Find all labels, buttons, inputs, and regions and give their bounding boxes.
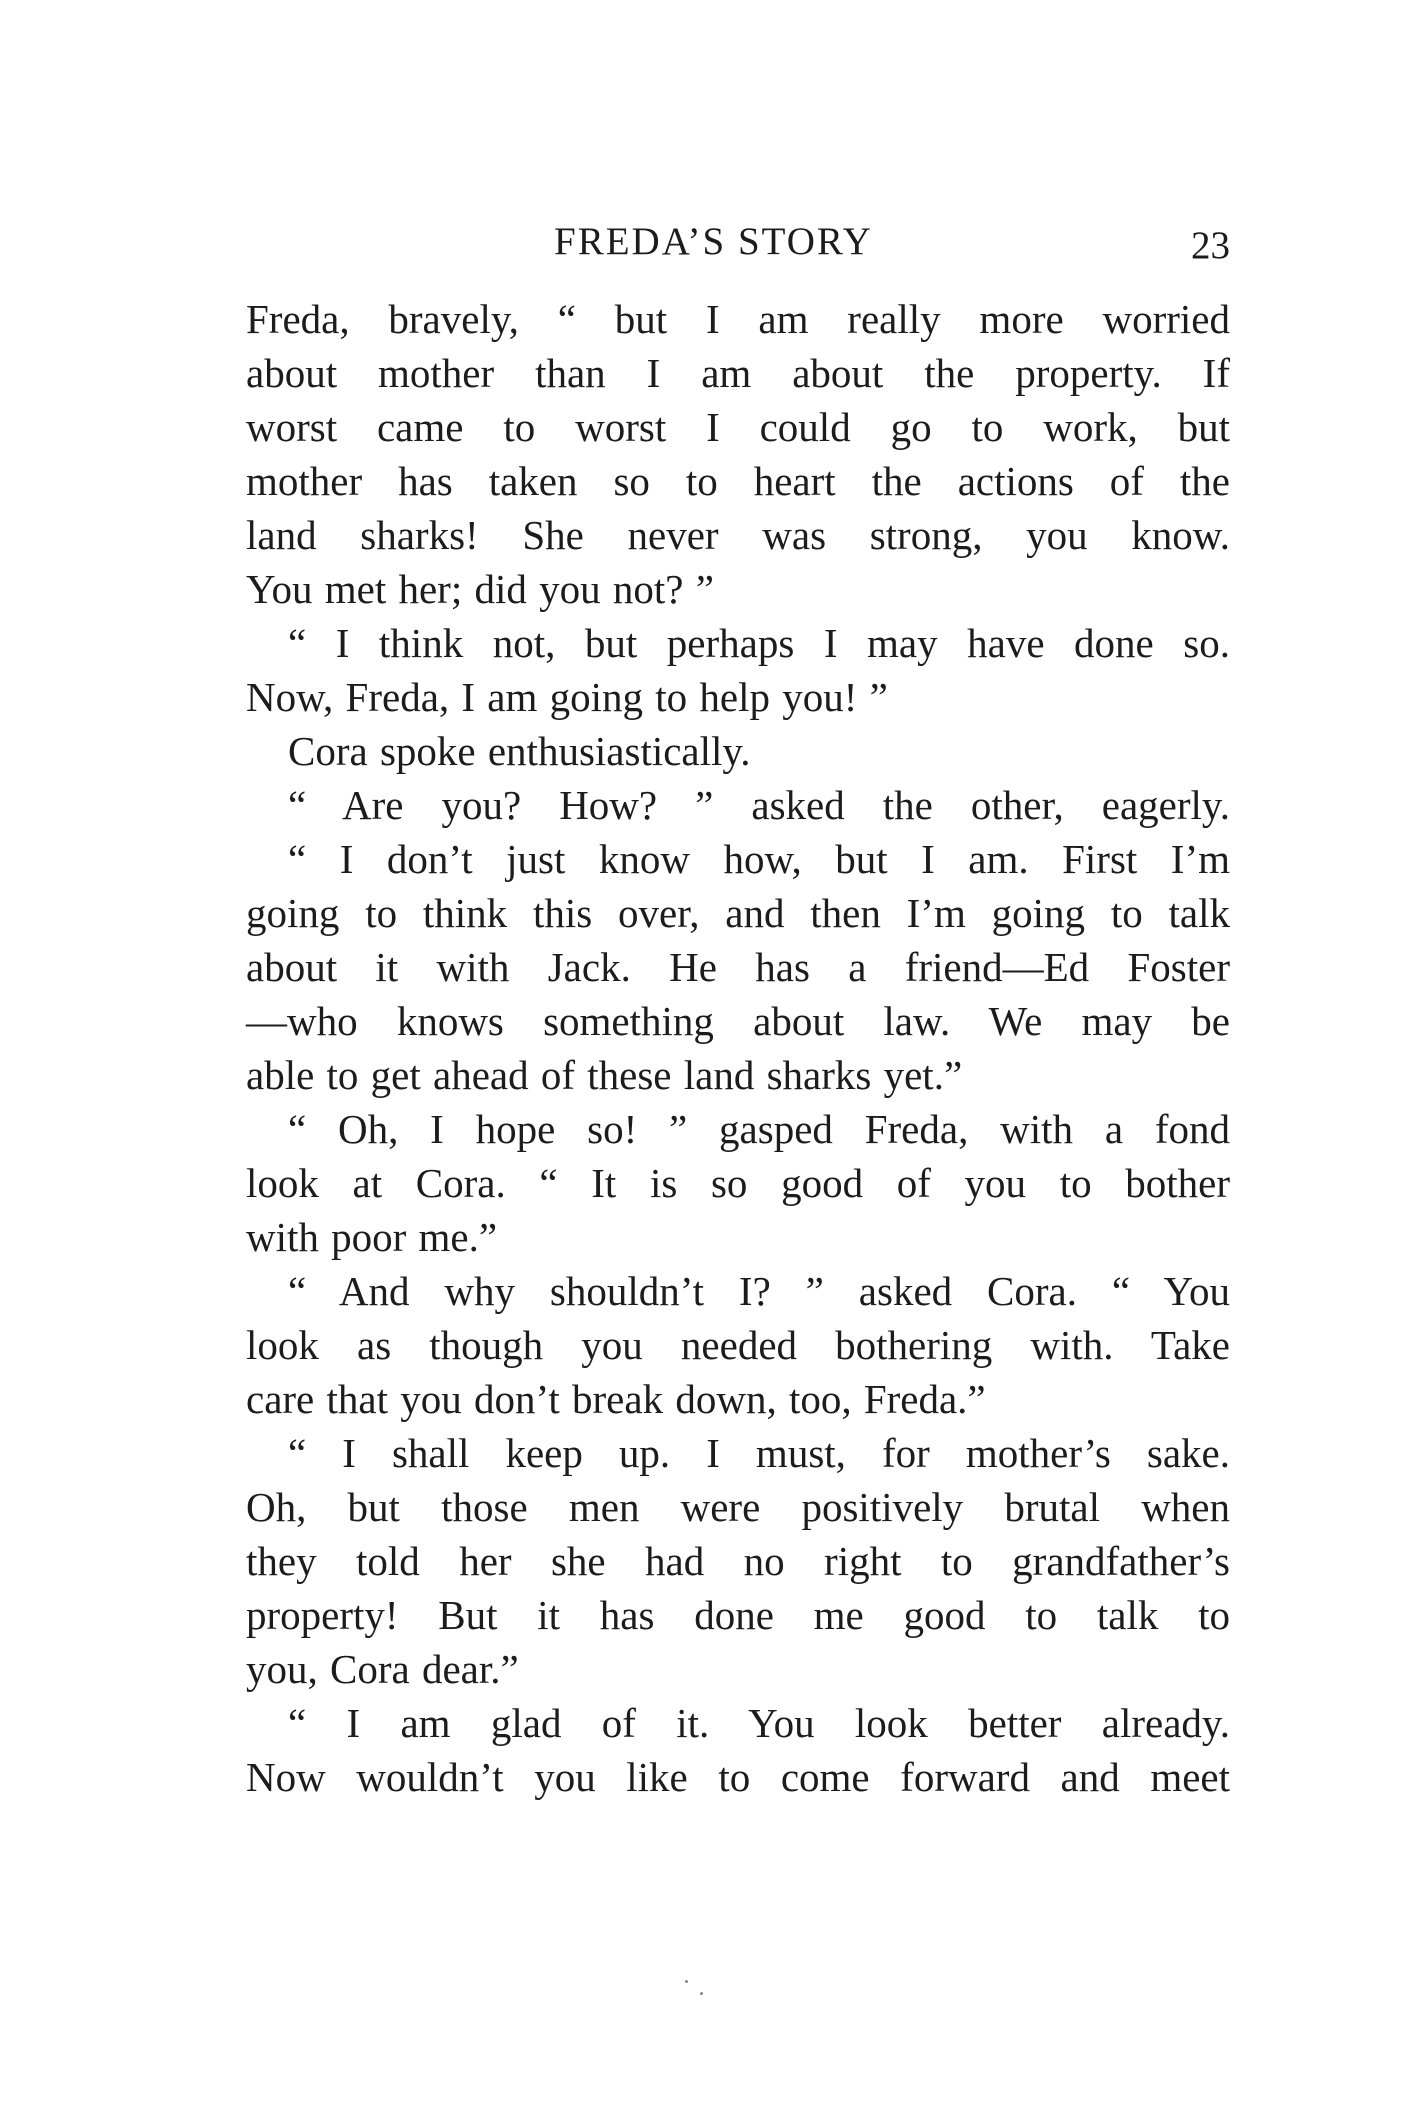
text-line: worst came to worst I could go to work, but: [246, 404, 1230, 450]
text-line: mother has taken so to heart the actions of the: [246, 458, 1230, 504]
paragraph-first-line: Cora spoke enthusiastically.: [288, 728, 751, 774]
text-line: care that you don’t break down, too, Freda.”: [246, 1376, 986, 1422]
text-line: Now, Freda, I am going to help you! ”: [246, 674, 888, 720]
text-line: about mother than I am about the property. If: [246, 350, 1230, 396]
text-line: able to get ahead of these land sharks yet.”: [246, 1052, 963, 1098]
text-line: you, Cora dear.”: [246, 1646, 519, 1692]
text-line: —who knows something about law. We may be: [246, 998, 1230, 1044]
paragraph-first-line: “ I am glad of it. You look better already.: [288, 1700, 1230, 1746]
text-line: look at Cora. “ It is so good of you to bother: [246, 1160, 1230, 1206]
page-number: 23: [1191, 224, 1230, 267]
paragraph-first-line: “ Are you? How? ” asked the other, eagerly.: [288, 782, 1230, 828]
text-line: they told her she had no right to grandfather’s: [246, 1538, 1230, 1584]
body-text: [246, 292, 1230, 1804]
text-line: property! But it has done me good to talk to: [246, 1592, 1230, 1638]
text-line: You met her; did you not? ”: [246, 566, 714, 612]
text-line: Oh, but those men were positively brutal when: [246, 1484, 1230, 1530]
text-line: look as though you needed bothering with. Take: [246, 1322, 1230, 1368]
paragraph-first-line: “ I don’t just know how, but I am. First I’m: [288, 836, 1230, 882]
text-line: Freda, bravely, “ but I am really more worried: [246, 296, 1230, 342]
text-line: going to think this over, and then I’m going to talk: [246, 890, 1230, 936]
paragraph-first-line: “ I shall keep up. I must, for mother’s sake.: [288, 1430, 1230, 1476]
print-speck: [685, 1980, 688, 1983]
text-line: with poor me.”: [246, 1214, 498, 1260]
text-line: Now wouldn’t you like to come forward and meet: [246, 1754, 1230, 1800]
paragraph-first-line: “ And why shouldn’t I? ” asked Cora. “ You: [288, 1268, 1230, 1314]
running-head: [246, 212, 1230, 272]
text-line: about it with Jack. He has a friend—Ed Foster: [246, 944, 1230, 990]
paragraph-first-line: “ I think not, but perhaps I may have done so.: [288, 620, 1230, 666]
print-speck: [700, 1992, 703, 1995]
paragraph-first-line: “ Oh, I hope so! ” gasped Freda, with a fond: [288, 1106, 1230, 1152]
running-title: FREDA’S STORY: [554, 220, 873, 263]
text-line: land sharks! She never was strong, you know.: [246, 512, 1230, 558]
